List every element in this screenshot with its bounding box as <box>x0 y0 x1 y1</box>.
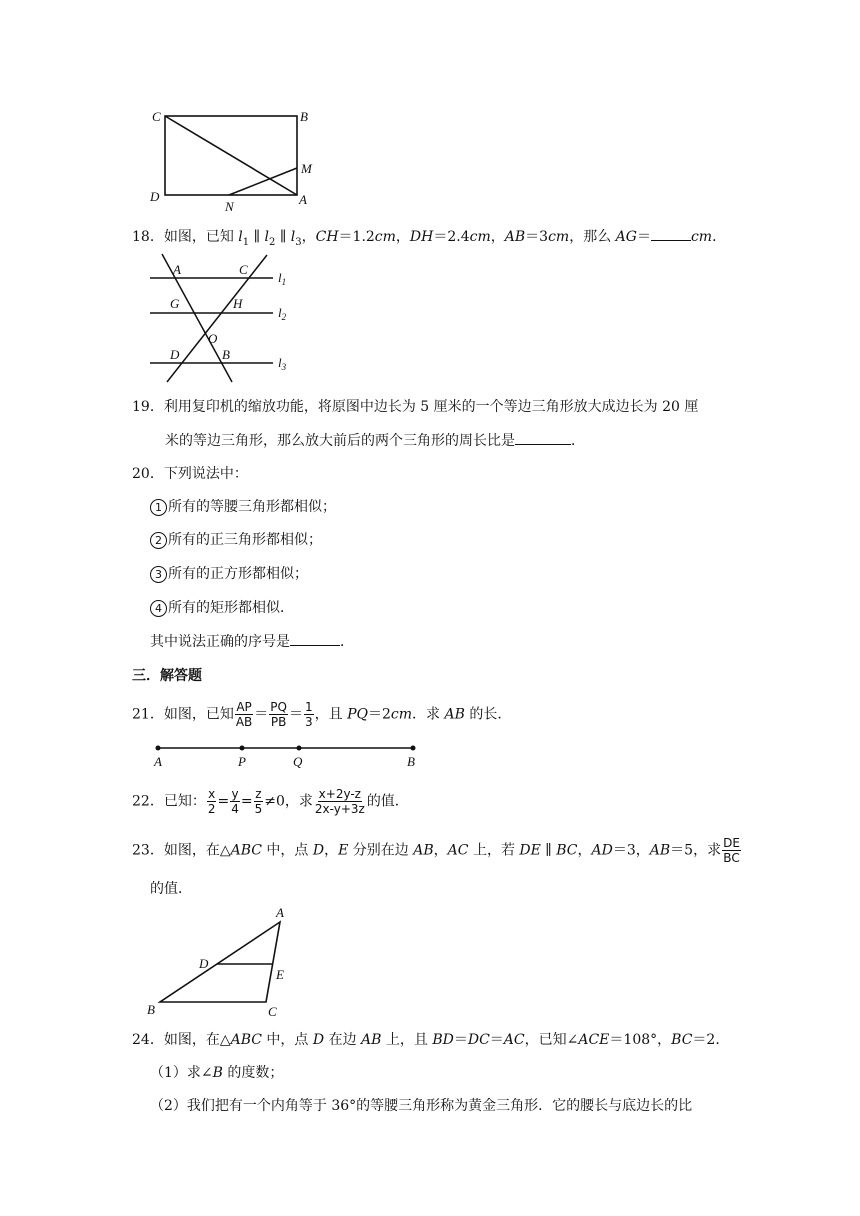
question-24: 24．如图，在△ABC 中，点 D 在边 AB 上，且 BD＝DC＝AC，已知∠ACE＝108°，BC＝2． <box>132 1032 730 1048</box>
point-p <box>240 746 245 751</box>
question-19: 19．利用复印机的缩放功能，将原图中边长为 5 厘米的一个等边三角形放大成边长为 20 厘 <box>132 399 699 415</box>
label-a: A <box>276 905 284 920</box>
point-b <box>411 746 416 751</box>
label-b: B <box>407 754 415 769</box>
statement-4: 4 所有的矩形都相似． <box>150 597 294 617</box>
fraction-de-bc: $\frac{DE}{BC}$ <box>723 836 740 865</box>
label-c: C <box>239 262 248 277</box>
question-23-line2: 的值． <box>150 881 192 897</box>
label-b: B <box>147 1002 155 1017</box>
label-n: N <box>225 199 234 214</box>
fraction-pq-pb: $\frac{PQ}{PB}$ <box>270 700 287 729</box>
fraction-x-2: $\frac{x}{2}$ <box>207 787 216 816</box>
question-24-part-1: （1）求∠B 的度数； <box>150 1065 284 1081</box>
label-l1: $l_1$ <box>278 270 287 287</box>
label-q: Q <box>293 754 303 769</box>
question-21: 21．如图，已知 $\frac{AP}{AB}$ ＝ $\frac{PQ}{PB}$ ＝ $\frac{1}{3}$ ，且 PQ＝2cm．求 AB 的长． <box>132 700 512 729</box>
label-d: D <box>170 347 180 362</box>
label-g: G <box>170 296 180 311</box>
label-c: C <box>152 109 161 124</box>
question-22: 22．已知： $\frac{x}{2}$ = $\frac{y}{4}$ = $\frac{z}{5}$ ≠0，求 $\frac{x+2y-z}{2x-y+3z}$ 的值． <box>132 787 409 816</box>
triangle-abc <box>160 922 280 1002</box>
fraction-y-4: $\frac{y}{4}$ <box>231 787 239 816</box>
label-m: M <box>301 161 312 176</box>
label-c: C <box>268 1004 277 1017</box>
segment-nm <box>229 168 297 195</box>
question-20: 20．下列说法中： <box>132 466 248 482</box>
figure-21-segment <box>145 740 425 770</box>
answer-blank-20[interactable] <box>290 644 340 646</box>
fraction-one-third: $\frac{1}{3}$ <box>304 700 313 729</box>
figure-17-rectangle <box>145 100 325 215</box>
question-23: 23．如图，在△ABC 中，点 D，E 分别在边 AB，AC 上，若 DE ∥ BC，AD＝3，AB＝5，求 $\frac{DE}{BC}$ <box>132 836 740 865</box>
label-a: A <box>299 192 307 207</box>
label-d: D <box>199 956 209 971</box>
figure-18-parallel-lines <box>145 250 305 385</box>
segment-ca <box>165 116 297 195</box>
label-b: B <box>222 347 230 362</box>
label-h: H <box>233 296 243 311</box>
fraction-z-5: $\frac{z}{5}$ <box>254 787 263 816</box>
label-l3: $l_3$ <box>278 355 287 372</box>
fraction-ap-ab: $\frac{AP}{AB}$ <box>235 700 253 729</box>
point-a <box>156 746 161 751</box>
point-q <box>297 746 302 751</box>
figure-23-triangle <box>142 902 302 1017</box>
label-a: A <box>173 262 181 277</box>
label-e: E <box>276 967 284 982</box>
label-d: D <box>150 189 160 204</box>
answer-blank-18[interactable] <box>651 239 691 241</box>
statement-3: 3 所有的正方形都相似； <box>150 563 308 583</box>
label-a: A <box>154 754 162 769</box>
statement-2: 2 所有的正三角形都相似； <box>150 529 322 549</box>
question-18: 18．如图，已知 $l_1$ ∥ $l_2$ ∥ $l_3$，CH＝1.2cm，DH＝2.4cm，AB＝3cm，那么 AG＝ cm． <box>132 229 727 248</box>
label-p: P <box>238 754 246 769</box>
statement-1: 1 所有的等腰三角形都相似； <box>150 496 336 516</box>
label-b: B <box>300 109 308 124</box>
label-o: O <box>208 331 218 346</box>
label-l2: $l_2$ <box>278 305 287 322</box>
question-24-part-2: （2）我们把有一个内角等于 36°的等腰三角形称为黄金三角形．它的腰长与底边长的比 <box>150 1098 693 1114</box>
question-20-ask: 其中说法正确的序号是 ． <box>150 634 354 650</box>
answer-blank-19[interactable] <box>515 443 571 445</box>
fraction-expression: $\frac{x+2y-z}{2x-y+3z}$ <box>314 787 365 816</box>
question-19-line2: 米的等边三角形，那么放大前后的两个三角形的周长比是 ． <box>165 433 585 449</box>
section-heading-answers: 三．解答题 <box>132 668 202 684</box>
